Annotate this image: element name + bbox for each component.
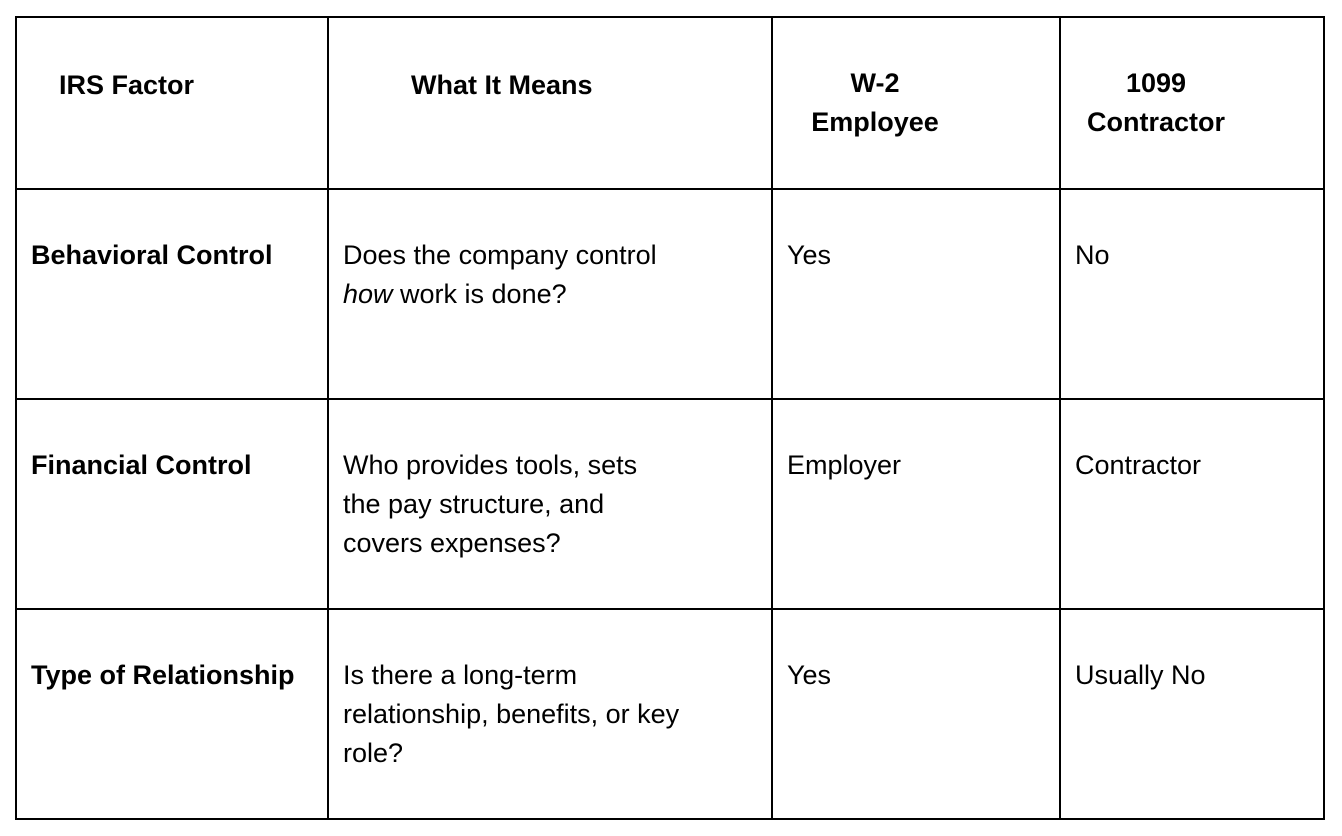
contractor-value: Usually No (1075, 660, 1206, 690)
contractor-value: Contractor (1075, 450, 1202, 480)
table-row (16, 609, 1324, 819)
header-1099-contractor (1060, 17, 1324, 189)
factor-cell (16, 399, 328, 609)
meaning-emphasis: how (343, 279, 393, 309)
w2-value: Yes (787, 660, 832, 690)
header-1099-contractor-label: 1099 Contractor (1086, 68, 1225, 137)
meaning-text (329, 610, 771, 773)
factor-label: Type of Relationship (31, 660, 295, 690)
contractor-cell (1060, 189, 1324, 399)
header-irs-factor-label: IRS Factor (59, 69, 195, 100)
meaning-cell (328, 609, 772, 819)
irs-factor-table (15, 16, 1325, 820)
meaning-cell (328, 399, 772, 609)
factor-label: Financial Control (31, 450, 252, 480)
meaning-text-start: Who provides tools, sets the pay structure, and covers expenses? (343, 450, 638, 558)
meaning-text (329, 190, 771, 314)
contractor-cell (1060, 609, 1324, 819)
meaning-text-start: Is there a long-term relationship, benefits, or key role? (343, 660, 680, 768)
factor-label: Behavioral Control (31, 240, 273, 270)
header-irs-factor (16, 17, 328, 189)
w2-cell (772, 189, 1060, 399)
w2-value: Employer (787, 450, 902, 480)
header-w2-employee-label: W-2 Employee (811, 68, 939, 137)
meaning-text-start: Does the company control (343, 240, 657, 270)
contractor-value: No (1075, 240, 1110, 270)
w2-cell (772, 609, 1060, 819)
table-row (16, 189, 1324, 399)
factor-cell (16, 609, 328, 819)
header-what-it-means-label: What It Means (411, 69, 593, 100)
meaning-cell (328, 189, 772, 399)
header-w2-employee (772, 17, 1060, 189)
factor-cell (16, 189, 328, 399)
table-row (16, 399, 1324, 609)
w2-cell (772, 399, 1060, 609)
w2-value: Yes (787, 240, 832, 270)
table-header-row (16, 17, 1324, 189)
contractor-cell (1060, 399, 1324, 609)
header-what-it-means (328, 17, 772, 189)
meaning-text-end: work is done? (392, 279, 567, 309)
meaning-text (329, 400, 771, 563)
